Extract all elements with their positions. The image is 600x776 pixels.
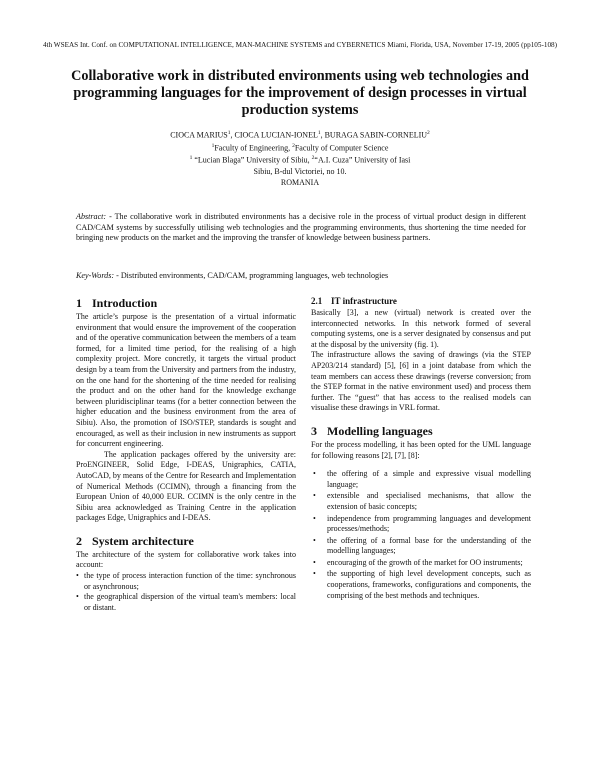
modelling-bullet-list — [311, 469, 531, 601]
list-item: • encouraging of the growth of the market for OO instruments; — [311, 558, 531, 569]
section-heading-introduction — [76, 296, 296, 310]
section-title: Introduction — [92, 296, 158, 310]
section-number: 2 — [76, 533, 82, 548]
author-faculties — [60, 141, 540, 154]
intro-paragraph-2: The application packages offered by the university are: ProENGINEER, Solid Edge, I-DEAS, Unigraphics, CATIA, AutoCAD, by means of the Centre for Research and Implementation of Numerical Methods (CCIMN), through a financing from the European Union of 40,000 EUR. CCIMN is the only centre in the Sibiu area acknowledged as Training Centre in the application packages Edge, Unigraphics and I-DEAS. — [76, 449, 296, 523]
affil-mark: 2 — [292, 142, 295, 149]
subsection-number: 2.1 — [311, 296, 323, 306]
author-names — [60, 128, 540, 141]
affil-mark: 2 — [311, 155, 315, 162]
paper-title: Collaborative work in distributed environments using web technologies and programming languages for the improvement of design processes in virtual production systems — [71, 68, 529, 118]
keywords-label: Key-Words: — [76, 271, 115, 280]
keywords — [76, 271, 526, 282]
list-item: • the type of process interaction function of the time: synchronous or asynchronous; — [76, 571, 296, 592]
list-item: • the offering of a simple and expressive visual modelling language; — [311, 469, 531, 490]
abstract-text: - The collaborative work in distributed environments has a decisive role in the process of virtual product design in different CAD/CAM systems by successfully utilising web technologies and the programming environments, thus shortening the time needed for bringing new products on the market and the improving the transfer of knowledge between business partners. — [76, 212, 526, 243]
affil-mark: 1 — [227, 130, 231, 136]
abstract-label: Abstract: — [76, 212, 107, 221]
it-paragraph-2: The infrastructure allows the saving of drawings (via the STEP AP203/214 standard) [5], [6] in a joint database from which the team members can access these drawings (reverse conversion; from the STEP format in the native environment used) and process them further. The “guest” that has access to the realised models can visualise these drawings in VRL format. — [311, 350, 531, 413]
intro-paragraph-1: The article’s purpose is the presentation of a virtual informatic environment that would ensure the improvement of the cooperation and of the operative communication between the members of a team formed, for a limited time period, for the realising of a high complexity project. More concretly, it targets the virtual product design by a team from the University and partners from the industry, on the one hand for the shortening of the time needed for realising the product and on the other hand for the knowledge exchange between pluridisciplinar teams (for a better connection between the higher education and the business environment from the area of Sibiu). Also, the promotion of ISO/STEP, standards is sought and encouraged, as well as their inclusion in new instruments as support for concurrent engineering. — [76, 312, 296, 449]
university-2: “A.I. Cuza” University of Iasi — [314, 155, 411, 165]
section-heading-modelling-languages — [311, 424, 531, 438]
section-title: Modelling languages — [327, 423, 433, 438]
subsection-heading-it-infrastructure — [311, 296, 531, 307]
list-item: • the supporting of high level development concepts, such as cooperations, frameworks, configurations and components, the comprising of the best methods and techniques. — [311, 569, 531, 601]
system-bullet-list — [76, 571, 296, 613]
faculty-2: Faculty of Computer Science — [294, 143, 389, 153]
keywords-text: - Distributed environments, CAD/CAM, programming languages, web technologies — [114, 271, 389, 280]
affil-mark: 1 — [189, 155, 193, 162]
author-3: , BURAGA SABIN-CORNELIU — [320, 130, 428, 140]
running-header: 4th WSEAS Int. Conf. on COMPUTATIONAL INTELLIGENCE, MAN-MACHINE SYSTEMS and CYBERNETICS Miami, Florida, USA, November 17-19, 2005 (pp105-108) — [42, 41, 558, 49]
author-2: , CIOCA LUCIAN-IONEL — [230, 130, 318, 140]
university-1: “Lucian Blaga” University of Sibiu, — [192, 155, 312, 165]
section-number: 1 — [76, 296, 82, 310]
author-block — [60, 128, 540, 188]
subsection-title: IT infrastructure — [331, 296, 397, 306]
section-title: System architecture — [92, 533, 194, 548]
author-1: CIOCA MARIUS — [170, 130, 228, 140]
system-paragraph-1: The architecture of the system for collaborative work takes into account: — [76, 549, 296, 570]
affil-mark: 1 — [211, 142, 215, 149]
list-item: • independence from programming languages and development processes/methods; — [311, 514, 531, 535]
list-item: • the offering of a formal base for the understanding of the modelling languages; — [311, 536, 531, 557]
list-item: • extensible and specialised mechanisms, that allow the extension of basic concepts; — [311, 491, 531, 512]
modelling-paragraph-1: For the process modelling, it has been opted for the UML language for following reasons [2], [7], [8]: — [311, 439, 531, 460]
section-heading-system-architecture — [76, 534, 296, 548]
section-number: 3 — [311, 423, 317, 438]
right-column — [311, 296, 531, 602]
list-item: • the geographical dispersion of the virtual team's members: local or distant. — [76, 592, 296, 613]
left-column — [76, 296, 296, 613]
it-paragraph-1: Basically [3], a new (virtual) network is created over the interconnected networks. In this network formed of several computing systems, one is a server designated by consensus and put at the disposal by the university (fig. 1). — [311, 308, 531, 349]
affil-mark: 2 — [427, 130, 430, 136]
author-universities — [60, 153, 540, 166]
author-address: Sibiu, B-dul Victoriei, no 10. — [253, 166, 347, 176]
abstract — [76, 212, 526, 244]
affil-mark: 1 — [317, 130, 321, 136]
author-country: ROMANIA — [280, 177, 320, 187]
faculty-1: Faculty of Engineering, — [214, 143, 293, 153]
